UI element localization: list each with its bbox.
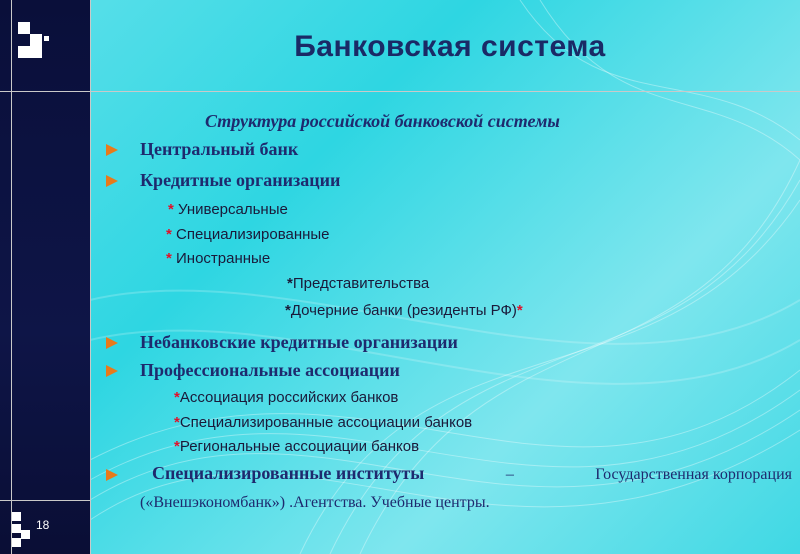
star-marker: *: [166, 226, 172, 243]
bullet-prof-assoc: Профессиональные ассоциации: [140, 360, 400, 380]
sub-item-representative: *Представительства: [287, 275, 430, 292]
sub-item-specialized: * Специализированные: [166, 226, 330, 243]
bullet-central-bank: Центральный банк: [140, 139, 299, 159]
bullet-arrow-icon: [106, 144, 118, 156]
bullet-special-institutes: Специализированные институты – Государственная корпорация: [152, 463, 792, 483]
bullet-arrow-icon: [106, 175, 118, 187]
left-sidebar-bar: [0, 0, 90, 554]
bullet-arrow-icon: [106, 365, 118, 377]
bullet-arrow-icon: [106, 337, 118, 349]
bullet-arrow-icon: [106, 469, 118, 481]
slide-subtitle: Структура российской банковской системы: [205, 111, 560, 131]
divider-line: [0, 91, 800, 92]
star-marker: *: [168, 201, 174, 218]
sub-item-assoc-russian: *Ассоциация российских банков: [174, 389, 399, 406]
star-marker: *: [174, 438, 180, 455]
divider-line: [11, 0, 12, 554]
divider-line: [90, 0, 91, 554]
divider-line: [0, 500, 90, 501]
bullet-special-institutes-cont: («Внешэкономбанк») .Агентства. Учебные центры.: [140, 494, 490, 511]
sub-item-foreign: * Иностранные: [166, 250, 271, 267]
star-marker: *: [174, 414, 180, 431]
page-number: 18: [36, 518, 50, 532]
slide-title: Банковская система: [294, 30, 606, 63]
star-marker: *: [166, 250, 172, 267]
bullet-nonbank-credit: Небанковские кредитные организации: [140, 332, 458, 352]
star-marker: *: [174, 389, 180, 406]
sub-item-subsidiary: *Дочерние банки (резиденты РФ)*: [285, 302, 523, 319]
sub-item-universal: * Универсальные: [168, 201, 288, 218]
sub-item-assoc-specialized: *Специализированные ассоциации банков: [174, 414, 473, 431]
sub-item-assoc-regional: *Региональные ассоциации банков: [174, 438, 420, 455]
bullet-credit-orgs: Кредитные организации: [140, 170, 341, 190]
